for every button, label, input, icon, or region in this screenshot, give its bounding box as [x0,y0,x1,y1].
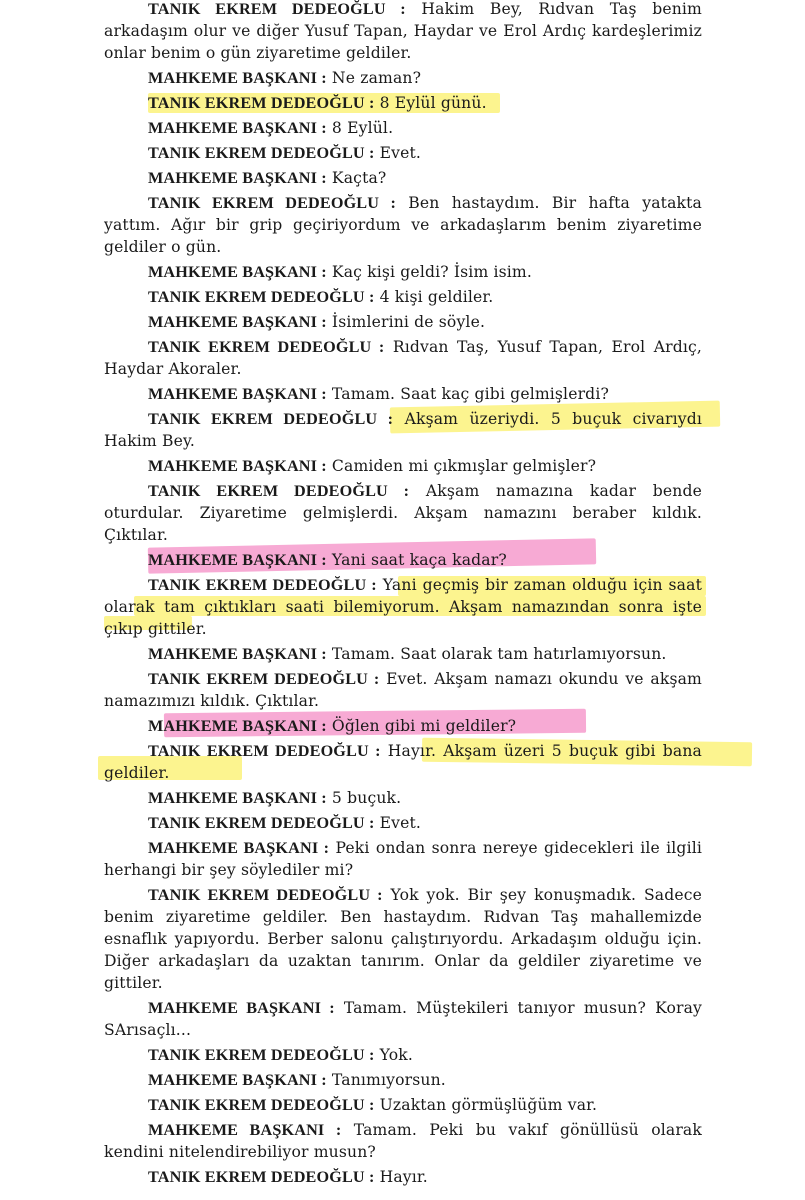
statement-text: Hayır. [374,1168,428,1186]
statement-text: Rıdvan Taş, Yusuf Tapan, Erol Ardıç, Haydar Akoraler. [104,338,703,378]
statement-text: Evet. [374,814,422,832]
transcript-line [104,715,702,737]
transcript-line [104,884,702,994]
statement-text: Öğlen gibi mi geldiler? [326,717,517,735]
speaker-label: TANIK EKREM DEDEOĞLU : [148,288,375,306]
statement-text: Evet. [374,144,422,162]
transcript-line [104,286,702,308]
speaker-label: MAHKEME BAŞKANI : [148,551,327,569]
transcript-line [104,997,702,1041]
transcript-line [104,192,702,258]
speaker-label: MAHKEME BAŞKANI : [148,263,327,281]
statement-text: Yok yok. Bir şey konuşmadık. Sadece benim ziyaretime geldiler. Ben hastaydım. Rıdvan Taş mahallemizde esnaflık yapıyordu. Berber salonu çalıştırıyordu. Arkadaşım olduğu için. Diğer arkadaşları da uzaktan tanırım. Onlar da geldiler ziyaretime ve gittiler. [104,886,703,992]
statement-text: Ne zaman? [326,69,422,87]
transcript-line [104,92,702,114]
statement-text: Peki ondan sonra nereye gidecekleri ile ilgili herhangi bir şey söylediler mi? [104,839,702,879]
speaker-label: MAHKEME BAŞKANI : [148,1121,342,1139]
transcript-line [104,668,702,712]
transcript-line [104,117,702,139]
transcript-line [104,549,702,571]
statement-text: Kaç kişi geldi? İsim isim. [326,263,532,281]
statement-text: 8 Eylül. [326,119,394,137]
transcript-line [104,311,702,333]
transcript-line [104,812,702,834]
statement-text: Ben hastaydım. Bir hafta yatakta yattım. Ağır bir grip geçiriyordum ve arkadaşlarım benim ziyaretime geldiler o gün. [104,194,702,256]
transcript-line [104,643,702,665]
speaker-label: MAHKEME BAŞKANI : [148,789,327,807]
transcript-line [104,261,702,283]
speaker-label: MAHKEME BAŞKANI : [148,69,327,87]
speaker-label: MAHKEME BAŞKANI : [148,169,327,187]
speaker-label: MAHKEME BAŞKANI : [148,717,327,735]
statement-text: Tamam. Müştekileri tanıyor musun? Koray SArısaçlı... [104,999,702,1039]
statement-text: 5 buçuk. [326,789,402,807]
transcript-line [104,740,702,784]
speaker-label: TANIK EKREM DEDEOĞLU : [148,814,375,832]
statement-text: Uzaktan görmüşlüğüm var. [374,1096,598,1114]
statement-text: Yani saat kaça kadar? [326,551,507,569]
transcript-line [104,787,702,809]
statement-text: Camiden mi çıkmışlar gelmişler? [326,457,597,475]
transcript-line [104,1094,702,1116]
speaker-label: TANIK EKREM DEDEOĞLU : [148,410,394,428]
transcript-line [104,67,702,89]
transcript-line [104,1044,702,1066]
statement-text: Tamam. Saat kaç gibi gelmişlerdi? [326,385,609,403]
transcript-line [104,574,702,640]
speaker-label: TANIK EKREM DEDEOĞLU : [148,742,381,760]
statement-text: İsimlerini de söyle. [326,313,486,331]
statement-text: 4 kişi geldiler. [374,288,494,306]
speaker-label: TANIK EKREM DEDEOĞLU : [148,194,396,212]
transcript-line [104,837,702,881]
statement-text: 8 Eylül günü. [374,94,487,112]
transcript-line [104,167,702,189]
speaker-label: MAHKEME BAŞKANI : [148,839,330,857]
statement-text: Evet. Akşam namazı okundu ve akşam namazımızı kıldık. Çıktılar. [104,670,702,710]
speaker-label: TANIK EKREM DEDEOĞLU : [148,576,377,594]
speaker-label: TANIK EKREM DEDEOĞLU : [148,338,385,356]
statement-text: Hayır. Akşam üzeri 5 buçuk gibi bana geldiler. [104,742,703,782]
speaker-label: TANIK EKREM DEDEOĞLU : [148,0,406,18]
transcript-line [104,336,702,380]
transcript-line [104,455,702,477]
transcript-line [104,480,702,546]
transcript-line [104,1166,702,1188]
speaker-label: TANIK EKREM DEDEOĞLU : [148,482,410,500]
statement-text: Tamam. Saat olarak tam hatırlamıyorsun. [326,645,667,663]
speaker-label: MAHKEME BAŞKANI : [148,385,327,403]
transcript-line [104,408,702,452]
speaker-label: MAHKEME BAŞKANI : [148,1071,327,1089]
speaker-label: TANIK EKREM DEDEOĞLU : [148,886,383,904]
statement-text: Yani geçmiş bir zaman olduğu için saat olarak tam çıktıkları saati bilemiyorum. Akşam namazından sonra işte çıkıp gittiler. [104,576,702,638]
speaker-label: TANIK EKREM DEDEOĞLU : [148,1168,375,1186]
speaker-label: MAHKEME BAŞKANI : [148,313,327,331]
speaker-label: MAHKEME BAŞKANI : [148,999,335,1017]
speaker-label: TANIK EKREM DEDEOĞLU : [148,144,375,162]
speaker-label: MAHKEME BAŞKANI : [148,457,327,475]
speaker-label: TANIK EKREM DEDEOĞLU : [148,1046,375,1064]
speaker-label: TANIK EKREM DEDEOĞLU : [148,94,375,112]
statement-text: Kaçta? [326,169,387,187]
transcript-line [104,1119,702,1163]
statement-text: Tamam. Peki bu vakıf gönüllüsü olarak kendini nitelendirebiliyor musun? [104,1121,702,1161]
speaker-label: MAHKEME BAŞKANI : [148,119,327,137]
speaker-label: TANIK EKREM DEDEOĞLU : [148,1096,375,1114]
transcript-line [104,0,702,64]
transcript-line [104,1069,702,1091]
statement-text: Hakim Bey, Rıdvan Taş benim arkadaşım olur ve diğer Yusuf Tapan, Haydar ve Erol Ardıç kardeşlerimiz onlar benim o gün ziyaretime geldiler. [104,0,702,62]
statement-text: Tanımıyorsun. [326,1071,446,1089]
transcript-line [104,142,702,164]
transcript-document [104,0,702,1191]
statement-text: Akşam namazına kadar bende oturdular. Ziyaretime gelmişlerdi. Akşam namazını beraber kıldık. Çıktılar. [104,482,702,544]
transcript-line [104,383,702,405]
speaker-label: TANIK EKREM DEDEOĞLU : [148,670,380,688]
speaker-label: MAHKEME BAŞKANI : [148,645,327,663]
statement-text: Yok. [374,1046,413,1064]
statement-text: Akşam üzeriydi. 5 buçuk civarıydı Hakim Bey. [104,410,702,450]
